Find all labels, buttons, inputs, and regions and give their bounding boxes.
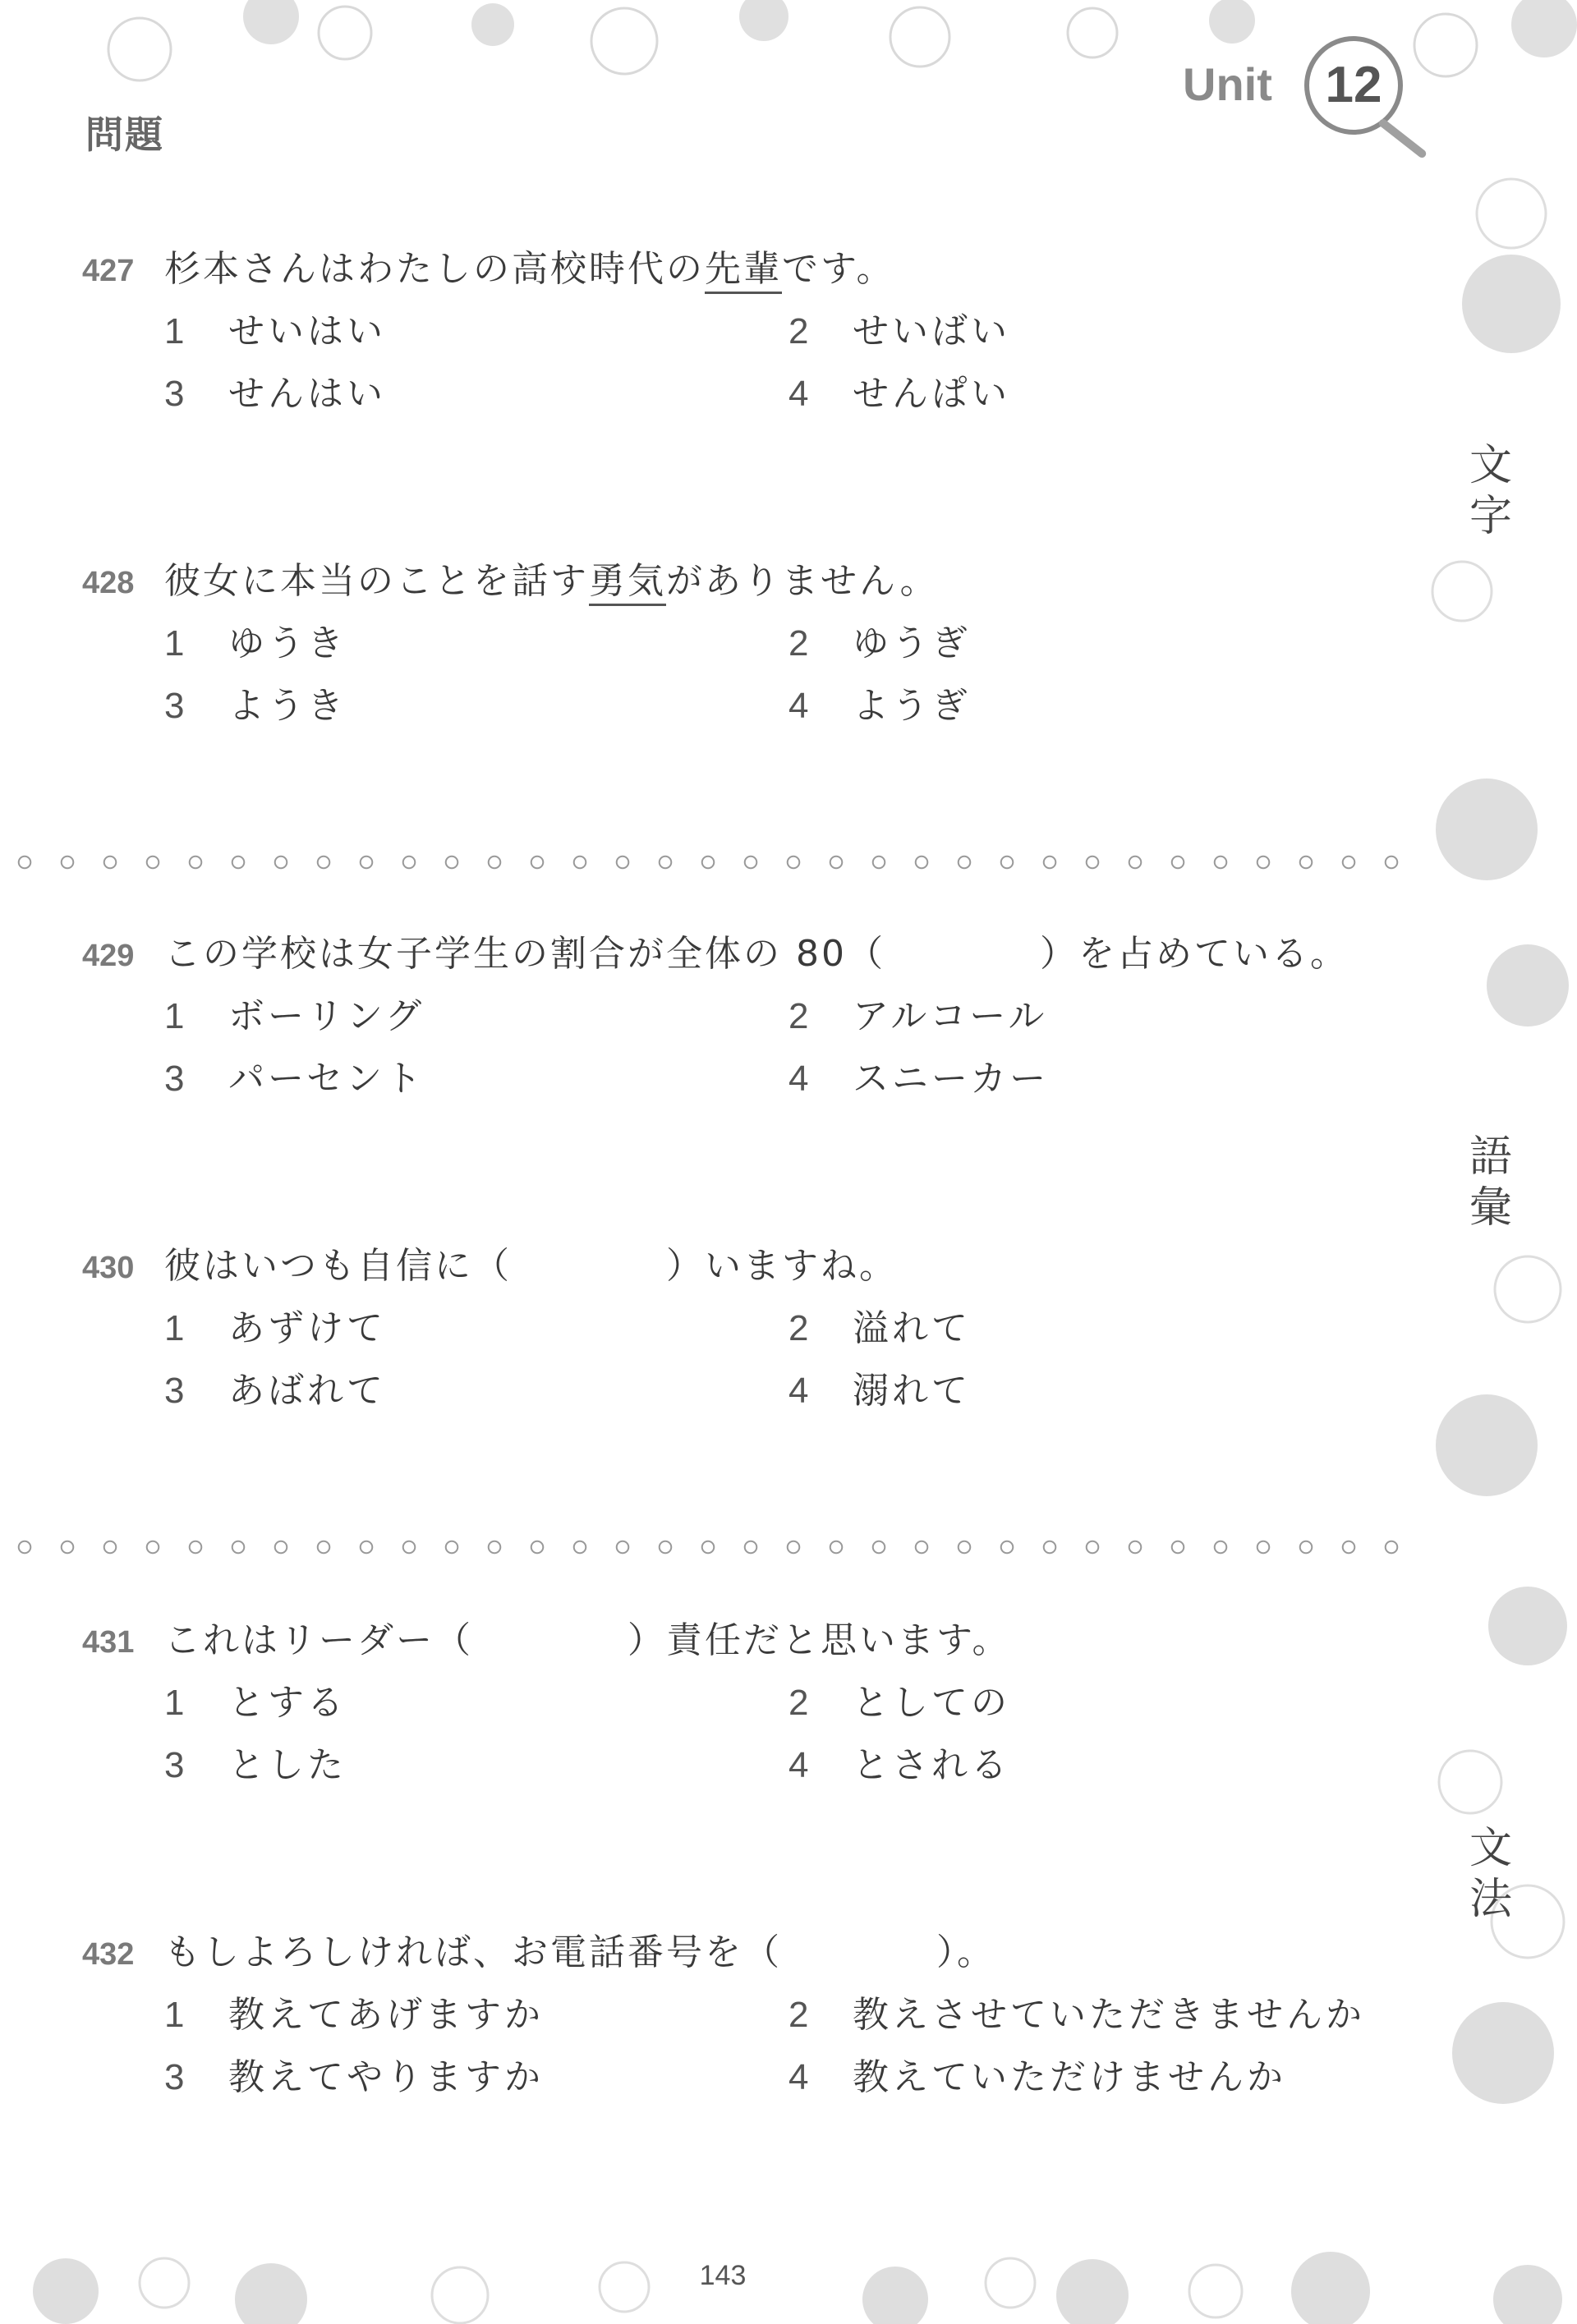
option-number: 3: [164, 686, 188, 726]
option-3[interactable]: [164, 1360, 386, 1422]
option-2[interactable]: [788, 985, 1047, 1048]
question-number: 428: [82, 566, 135, 600]
question-number: 427: [82, 254, 135, 288]
section-divider-dots: [0, 854, 1421, 870]
question-text-before: 彼女に本当のことを話す: [164, 560, 589, 602]
option-number: 3: [164, 2057, 188, 2097]
question-number: 432: [82, 1937, 135, 1972]
option-1[interactable]: [164, 985, 425, 1048]
question-431: [82, 1610, 1396, 1797]
option-text: パーセント: [228, 1058, 425, 1100]
side-label-bunpou: [1462, 1823, 1520, 1925]
option-4[interactable]: [788, 1734, 1010, 1797]
side-label-moji: [1462, 440, 1520, 542]
option-1[interactable]: [164, 613, 347, 675]
option-number: 2: [788, 311, 812, 351]
option-1[interactable]: [164, 1984, 544, 2046]
option-text: とした: [228, 1744, 347, 1786]
option-number: 2: [788, 1683, 812, 1723]
option-text: ようぎ: [853, 685, 971, 727]
option-text: せいはい: [228, 310, 386, 352]
option-3[interactable]: [164, 675, 347, 737]
option-number: 3: [164, 1059, 188, 1099]
question-number: 430: [82, 1251, 135, 1285]
question-430: [82, 1235, 1396, 1422]
option-text: 教えてあげますか: [228, 1994, 544, 2036]
option-2[interactable]: [788, 613, 971, 675]
option-number: 2: [788, 1308, 812, 1348]
question-428: [82, 550, 1396, 737]
option-2[interactable]: [788, 1984, 1365, 2046]
option-1[interactable]: [164, 1672, 347, 1734]
unit-number: 12: [1304, 36, 1403, 135]
question-432: [82, 1922, 1396, 2109]
question-427: [82, 238, 1396, 425]
option-number: 4: [788, 1371, 812, 1411]
option-text: とする: [228, 1682, 347, 1724]
option-text: せいばい: [853, 310, 1010, 352]
option-number: 1: [164, 996, 188, 1036]
question-text: 彼はいつも自信に（ ）いますね。: [164, 1245, 898, 1287]
question-text: もしよろしければ、お電話番号を（ ）。: [164, 1931, 995, 1973]
option-number: 3: [164, 1745, 188, 1785]
option-text: スニーカー: [853, 1058, 1050, 1100]
option-4[interactable]: [788, 1360, 971, 1422]
option-number: 2: [788, 623, 812, 664]
side-label-text: 語彙: [1469, 1132, 1512, 1233]
option-1[interactable]: [164, 1297, 386, 1360]
page-number: 143: [699, 2260, 747, 2291]
option-number: 4: [788, 374, 812, 414]
question-number: 429: [82, 939, 135, 973]
question-number: 431: [82, 1625, 135, 1660]
underlined-word: 先輩: [705, 248, 782, 294]
option-number: 1: [164, 1308, 188, 1348]
option-2[interactable]: [788, 1672, 1010, 1734]
option-text: せんぱい: [853, 373, 1010, 415]
section-divider-dots: [0, 1539, 1421, 1555]
option-number: 2: [788, 996, 812, 1036]
question-text: この学校は女子学生の割合が全体の 80（ ）を占めている。: [164, 933, 1349, 975]
option-4[interactable]: [788, 1048, 1049, 1110]
option-text: 教えていただけませんか: [853, 2056, 1286, 2098]
question-text: [164, 560, 939, 606]
option-number: 4: [788, 1059, 812, 1099]
option-2[interactable]: [788, 301, 1010, 363]
option-4[interactable]: [788, 675, 971, 737]
option-3[interactable]: [164, 1734, 347, 1797]
option-text: あばれて: [228, 1370, 386, 1412]
question-text-after: がありません。: [666, 560, 939, 602]
unit-word: Unit: [1183, 58, 1272, 110]
option-3[interactable]: [164, 1048, 425, 1110]
option-number: 3: [164, 374, 188, 414]
option-3[interactable]: [164, 2046, 544, 2109]
section-title: 問題: [85, 113, 164, 157]
option-text: ゆうぎ: [853, 622, 971, 664]
option-1[interactable]: [164, 301, 386, 363]
option-text: 教えさせていただきませんか: [853, 1994, 1365, 2036]
question-text-before: 杉本さんはわたしの高校時代の: [164, 248, 705, 290]
underlined-word: 勇気: [589, 560, 666, 606]
option-number: 1: [164, 1995, 188, 2035]
question-text-after: です。: [782, 248, 895, 290]
option-text: せんはい: [228, 373, 386, 415]
question-text: [164, 248, 894, 294]
side-label-goi: [1462, 1132, 1520, 1233]
option-text: 溺れて: [853, 1370, 971, 1412]
option-text: あずけて: [228, 1307, 386, 1349]
question-429: [82, 923, 1396, 1110]
option-number: 1: [164, 623, 188, 664]
question-text: これはリーダー（ ）責任だと思います。: [164, 1619, 1011, 1661]
option-number: 3: [164, 1371, 188, 1411]
unit-badge: [1183, 25, 1429, 140]
option-3[interactable]: [164, 363, 386, 425]
option-4[interactable]: [788, 363, 1010, 425]
option-text: アルコール: [853, 995, 1048, 1037]
option-number: 4: [788, 2057, 812, 2097]
side-label-text: 文字: [1469, 441, 1512, 541]
option-text: とされる: [853, 1744, 1010, 1786]
option-number: 4: [788, 686, 812, 726]
option-number: 1: [164, 311, 188, 351]
option-number: 2: [788, 1995, 812, 2035]
option-text: 教えてやりますか: [228, 2056, 544, 2098]
option-4[interactable]: [788, 2046, 1286, 2109]
option-text: ゆうき: [228, 622, 347, 664]
option-text: ようき: [228, 685, 347, 727]
option-text: ボーリング: [228, 995, 425, 1037]
option-2[interactable]: [788, 1297, 971, 1360]
magnifier-handle-icon: [1377, 117, 1428, 159]
side-label-text: 文法: [1469, 1824, 1512, 1924]
option-text: としての: [853, 1682, 1010, 1724]
option-number: 1: [164, 1683, 188, 1723]
option-number: 4: [788, 1745, 812, 1785]
option-text: 溢れて: [853, 1307, 971, 1349]
